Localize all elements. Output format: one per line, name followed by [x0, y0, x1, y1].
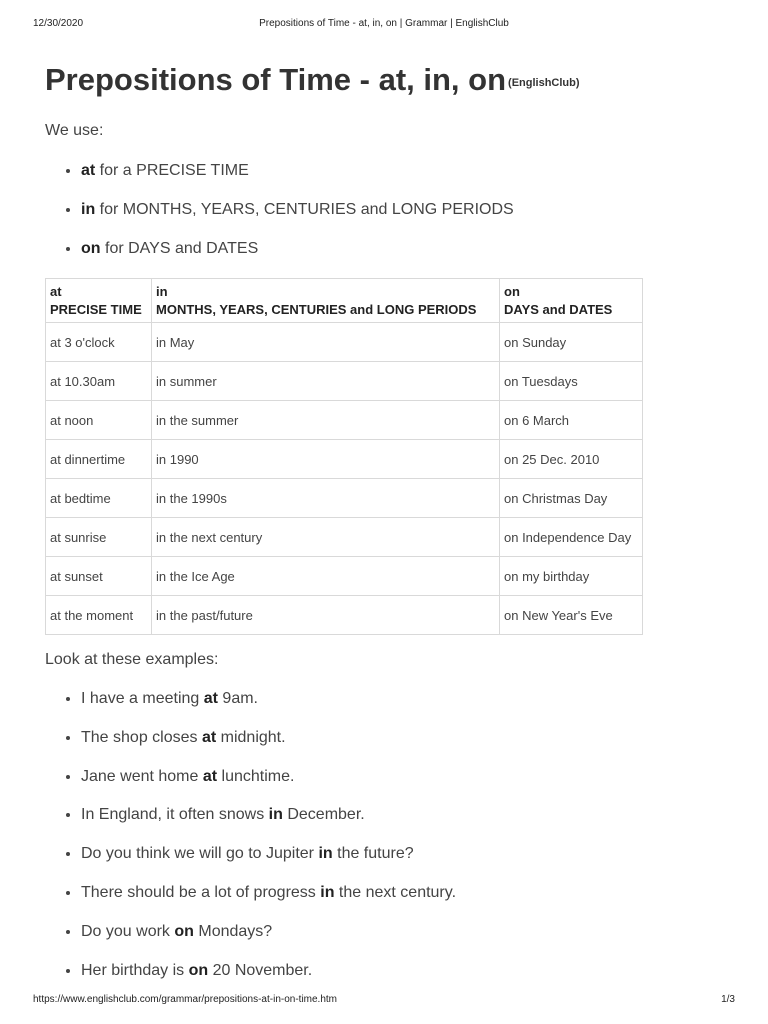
table-header-in	[152, 279, 500, 323]
example-item	[81, 727, 456, 766]
examples-intro-text: Look at these examples:	[45, 651, 219, 668]
table-cell-on: on 6 March	[500, 401, 643, 440]
example-text: Mondays?	[193, 922, 273, 940]
table-cell-at: at sunset	[46, 557, 152, 596]
table-cell-in: in the 1990s	[152, 479, 500, 518]
example-text: There should be a lot of progress	[81, 883, 321, 901]
table-cell-at: at sunrise	[46, 518, 152, 557]
example-text: the next century.	[334, 883, 457, 901]
usage-description: for a PRECISE TIME	[95, 162, 249, 179]
example-preposition: on	[188, 961, 209, 979]
table-cell-at: at noon	[46, 401, 152, 440]
example-text: the future?	[332, 845, 414, 863]
examples-list	[63, 688, 456, 998]
usage-description: for DAYS and DATES	[100, 240, 259, 257]
usage-item	[81, 160, 514, 199]
print-date: 12/30/2020	[33, 18, 84, 29]
table-cell-in: in May	[152, 323, 500, 362]
print-footer	[33, 994, 735, 1008]
example-text: 20 November.	[208, 961, 313, 979]
prepositions-table	[45, 278, 643, 635]
site-tag: (EnglishClub)	[508, 77, 580, 89]
example-item	[81, 960, 456, 999]
example-text: December.	[282, 806, 365, 824]
table-cell-in: in the Ice Age	[152, 557, 500, 596]
table-cell-in: in the past/future	[152, 596, 500, 635]
header-label: DAYS and DATES	[504, 301, 613, 317]
example-text: Do you think we will go to Jupiter	[81, 845, 319, 863]
table-cell-in: in the next century	[152, 518, 500, 557]
table-row	[46, 362, 643, 401]
usage-item	[81, 238, 514, 277]
intro-text: We use:	[45, 122, 104, 139]
page-title	[45, 60, 580, 103]
table-cell-in: in the summer	[152, 401, 500, 440]
example-item	[81, 804, 456, 843]
header-preposition: in	[156, 283, 168, 299]
header-preposition: on	[504, 283, 520, 299]
example-item	[81, 766, 456, 805]
table-cell-on: on New Year's Eve	[500, 596, 643, 635]
example-preposition: at	[203, 690, 218, 707]
table-row	[46, 479, 643, 518]
usage-item	[81, 199, 514, 238]
example-preposition: in	[268, 806, 283, 824]
example-preposition: on	[174, 922, 194, 940]
header-label: PRECISE TIME	[50, 301, 142, 317]
table-row	[46, 557, 643, 596]
example-preposition: at	[202, 767, 218, 785]
table-cell-at: at bedtime	[46, 479, 152, 518]
example-text: Do you work	[81, 922, 175, 940]
table-cell-at: at the moment	[46, 596, 152, 635]
example-text: The shop closes	[81, 728, 202, 746]
table-row	[46, 401, 643, 440]
header-preposition: at	[50, 283, 62, 299]
table-cell-on: on Independence Day	[500, 518, 643, 557]
example-text: In England, it often snows	[81, 806, 269, 824]
usage-preposition: in	[81, 201, 96, 218]
table-cell-on: on Sunday	[500, 323, 643, 362]
table-row	[46, 596, 643, 635]
table-cell-at: at 10.30am	[46, 362, 152, 401]
example-item	[81, 843, 456, 882]
page-title-text: Prepositions of Time - at, in, on	[45, 62, 507, 97]
table-row	[46, 323, 643, 362]
example-item	[81, 921, 456, 960]
example-preposition: at	[201, 728, 217, 746]
example-text: I have a meeting	[81, 690, 204, 707]
table-cell-at: at 3 o'clock	[46, 323, 152, 362]
example-item	[81, 688, 456, 727]
example-preposition: in	[318, 845, 333, 863]
page-number: 1/3	[721, 994, 735, 1005]
usage-description: for MONTHS, YEARS, CENTURIES and LONG PERIODS	[95, 201, 514, 218]
example-text: Her birthday is	[81, 961, 189, 979]
usage-preposition: at	[81, 162, 96, 179]
table-cell-on: on 25 Dec. 2010	[500, 440, 643, 479]
table-cell-in: in summer	[152, 362, 500, 401]
table-row	[46, 518, 643, 557]
table-cell-on: on Tuesdays	[500, 362, 643, 401]
page-url: https://www.englishclub.com/grammar/prepositions-at-in-on-time.htm	[33, 994, 337, 1005]
example-item	[81, 882, 456, 921]
table-cell-at: at dinnertime	[46, 440, 152, 479]
table-header-row	[46, 279, 643, 323]
example-text: 9am.	[217, 690, 258, 707]
header-label: MONTHS, YEARS, CENTURIES and LONG PERIODS	[156, 301, 477, 317]
example-preposition: in	[320, 883, 335, 901]
print-document-title: Prepositions of Time - at, in, on | Grammar | EnglishClub	[259, 18, 509, 29]
usage-list	[63, 160, 514, 277]
print-header	[33, 18, 735, 32]
example-text: midnight.	[216, 728, 286, 746]
table-cell-on: on Christmas Day	[500, 479, 643, 518]
table-row	[46, 440, 643, 479]
example-text: lunchtime.	[217, 767, 295, 785]
table-header-on	[500, 279, 643, 323]
table-header-at	[46, 279, 152, 323]
usage-preposition: on	[81, 240, 101, 257]
table-cell-in: in 1990	[152, 440, 500, 479]
table-cell-on: on my birthday	[500, 557, 643, 596]
example-text: Jane went home	[81, 767, 203, 785]
